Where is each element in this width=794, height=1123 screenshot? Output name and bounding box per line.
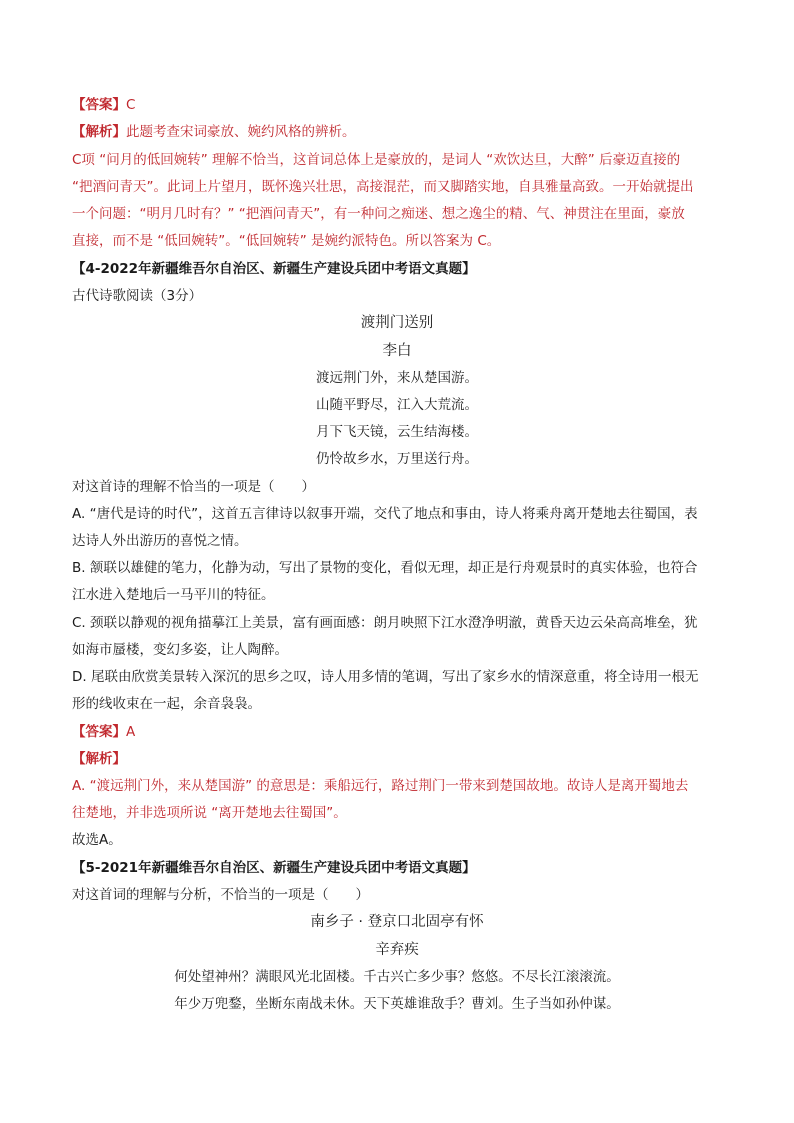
option-b-text: 江水进入楚地后一马平川的特征。 [72,587,275,603]
answer-tag: 【答案】 [72,724,126,740]
answer-tag: 【答案】 [72,97,126,113]
question-text: 对这首词的理解与分析，不恰当的一项是（ ） [72,887,369,903]
question-heading: 【4-2022年新疆维吾尔自治区、新疆生产建设兵团中考语文真题】 [72,261,476,277]
analysis-text: “把酒问青天”。此词上片望月，既怀逸兴壮思，高接混茫，而又脚踏实地，自具雅量高致。一开始就提出 [72,179,694,195]
analysis-line [72,122,356,142]
poem-author: 辛弃疾 [375,942,419,958]
poem-line: 月下飞天镜，云生结海楼。 [316,424,478,440]
poem-line: 年少万兜鍪，坐断东南战未休。天下英雄谁敌手？曹刘。生子当如孙仲谋。 [174,996,620,1012]
analysis-line [72,749,126,769]
option-d-text: 形的线收束在一起，余音袅袅。 [72,696,261,712]
analysis-text: 往楚地，并非选项所说 “离开楚地去往蜀国”。 [72,805,347,821]
option-c-text: 如海市蜃楼，变幻多姿，让人陶醉。 [72,642,288,658]
poem-line: 山随平野尽，江入大荒流。 [316,397,478,413]
poem-line: 渡远荆门外，来从楚国游。 [316,370,478,386]
analysis-text: 直接，而不是 “低回婉转”。“低回婉转” 是婉约派特色。所以答案为 C。 [72,233,501,249]
option-c-text: C. 颈联以静观的视角描摹江上美景，富有画面感：朗月映照下江水澄净明澈，黄昏天边云朵高高堆垒，犹 [72,615,698,631]
analysis-text: C项 “问月的低回婉转” 理解不恰当，这首词总体上是豪放的，是词人 “欢饮达旦，大醉” 后豪迈直接的 [72,152,681,168]
answer-value: C [126,97,136,113]
answer-value: A [126,724,136,740]
option-b-text: B. 颔联以雄健的笔力，化静为动，写出了景物的变化，看似无理，却正是行舟观景时的真实体验，也符合 [72,560,698,576]
analysis-text: A. “渡远荆门外，来从楚国游” 的意思是：乘船远行，路过荆门一带来到楚国故地。故诗人是离开蜀地去 [72,778,689,794]
option-a-text: A. “唐代是诗的时代”，这首五言律诗以叙事开端，交代了地点和事由，诗人将乘舟离开楚地去往蜀国，表 [72,506,698,522]
question-text: 对这首诗的理解不恰当的一项是（ ） [72,479,315,495]
answer-line [72,722,135,742]
question-prompt: 古代诗歌阅读（3分） [72,288,203,304]
poem-line: 仍怜故乡水，万里送行舟。 [316,451,478,467]
answer-line [72,95,135,115]
conclusion-text: 故选A。 [72,832,122,848]
option-a-text: 达诗人外出游历的喜悦之情。 [72,533,248,549]
poem-title: 南乡子 · 登京口北固亭有怀 [310,914,484,930]
analysis-text: 一个问题：“明月几时有？” “把酒问青天”，有一种问之痴迷、想之逸尘的精、气、神贯注在里面，豪放 [72,206,685,222]
poem-author: 李白 [382,343,412,359]
poem-line: 何处望神州？满眼风光北固楼。千古兴亡多少事？悠悠。不尽长江滚滚流。 [174,969,620,985]
analysis-intro: 此题考查宋词豪放、婉约风格的辨析。 [126,124,356,140]
analysis-tag: 【解析】 [72,124,126,140]
option-d-text: D. 尾联由欣赏美景转入深沉的思乡之叹，诗人用多情的笔调，写出了家乡水的情深意重，将全诗用一根无 [72,669,699,685]
question-heading: 【5-2021年新疆维吾尔自治区、新疆生产建设兵团中考语文真题】 [72,860,476,876]
analysis-tag: 【解析】 [72,751,126,767]
poem-title: 渡荆门送别 [360,315,434,331]
